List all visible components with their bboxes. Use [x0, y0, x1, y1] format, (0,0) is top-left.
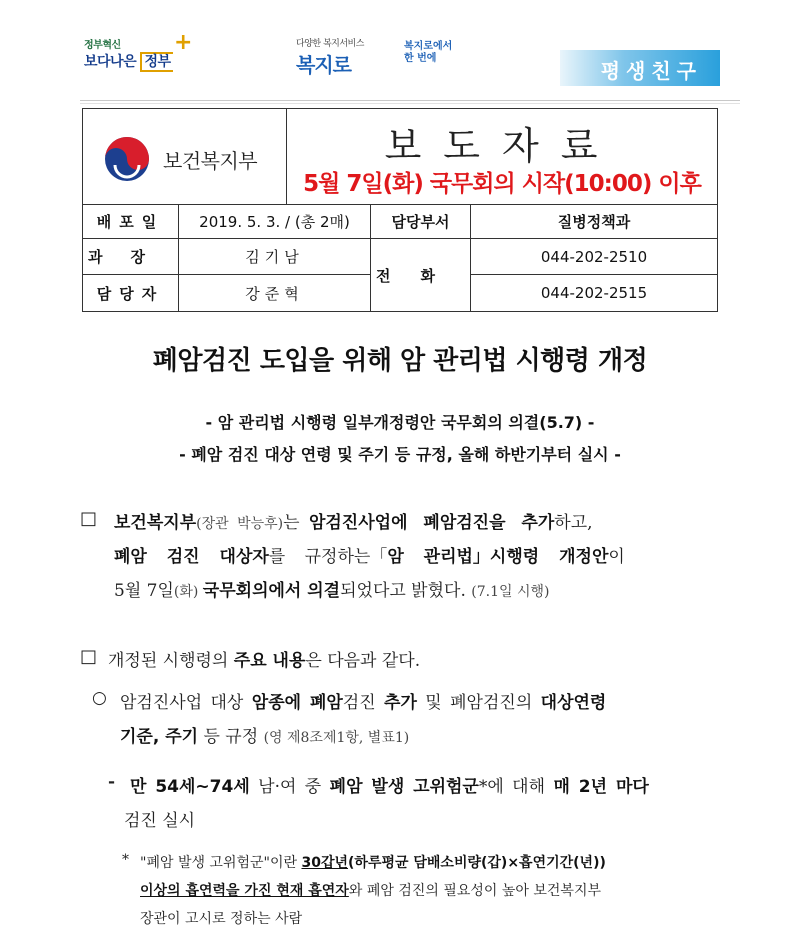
note-line1: "폐암 발생 고위험군"이란 30갑년(하루평균 담배소비량(갑)×흡연기간(년)) — [140, 855, 606, 871]
press-title-cell — [287, 109, 717, 205]
item1-line1: 암검진사업 대상 암종에 폐암검진 추가 및 폐암검진의 대상연령 — [120, 693, 607, 713]
item1-bullet: ○ — [92, 688, 107, 708]
para1-bullet: □ — [80, 508, 98, 529]
bokjiro-side-text: 복지로에서 한 번에 — [404, 41, 453, 64]
bokjiro-tagline: 다양한 복지서비스 — [296, 39, 364, 49]
ministry-name: 보건복지부 — [163, 149, 258, 173]
header-divider-shadow — [80, 103, 740, 104]
note-line3: 장관이 고시로 정하는 사람 — [140, 911, 303, 927]
ministry-logo-cell — [83, 109, 287, 205]
item2-bullet: - — [108, 772, 116, 792]
embargo-notice: 5월 7일(화) 국무회의 시작(10:00) 이후 — [303, 171, 701, 197]
press-release-table — [82, 108, 718, 312]
staff-label: 담당자 — [83, 275, 179, 311]
para1-line3: 5월 7일(화) 국무회의에서 의결되었다고 밝혔다. (7.1일 시행) — [114, 581, 550, 601]
lifelong-friend-banner — [560, 50, 720, 86]
para2-text: 개정된 시행령의 주요 내용은 다음과 같다. — [108, 651, 421, 671]
note-bullet: * — [122, 852, 129, 868]
para1-line1: 보건복지부(장관 박능후)는 암검진사업에 폐암검진을 추가하고, — [114, 513, 593, 533]
manager-phone: 044-202-2510 — [471, 239, 717, 275]
date-label: 배포일 — [83, 205, 179, 239]
bokjiro-wordmark: 복지로 — [296, 53, 351, 77]
subheading-1: - 암 관리법 시행령 일부개정령안 국무회의 의결(5.7) - — [205, 413, 595, 432]
staff-phone: 044-202-2515 — [540, 284, 648, 302]
note-line2: 이상의 흡연력을 가진 현재 흡연자와 폐암 검진의 필요성이 높아 보건복지부 — [140, 883, 602, 899]
header-divider — [80, 100, 740, 101]
headline: 폐암검진 도입을 위해 암 관리법 시행령 개정 — [152, 346, 648, 376]
item2-line2: 검진 실시 — [124, 811, 196, 831]
phone-label: 전화 — [371, 239, 471, 311]
taegeuk-emblem-icon — [103, 135, 151, 183]
item1-line2: 기준, 주기 등 규정 (영 제8조제1항, 별표1) — [120, 727, 410, 747]
subheading-2: - 폐암 검진 대상 연령 및 주기 등 규정, 올해 하반기부터 실시 - — [179, 445, 621, 464]
bokjiro-logo — [296, 36, 466, 77]
para2-bullet: □ — [80, 646, 98, 667]
dept-value: 질병정책과 — [471, 205, 717, 239]
para1-line2: 폐암 검진 대상자를 규정하는「암 관리법」시행령 개정안이 — [114, 547, 625, 567]
manager-value: 김기남 — [179, 239, 371, 275]
gov-logo-text: 보다나은 정부 — [84, 54, 171, 70]
government-innovation-logo — [84, 30, 193, 76]
manager-label: 과장 — [83, 239, 179, 275]
dept-label: 담당부서 — [371, 205, 471, 239]
date-value: 2019. 5. 3. / (총 2매) — [179, 205, 371, 239]
gov-plus-icon: + — [174, 30, 193, 55]
gov-logo-small-text: 정부혁신 — [84, 40, 121, 51]
banner-text: 평생친구 — [600, 59, 702, 83]
press-release-title: 보도자료 — [384, 124, 620, 168]
item2-line1: 만 54세~74세 남·여 중 폐암 발생 고위험군*에 대해 매 2년 마다 — [130, 777, 649, 797]
staff-value: 강준혁 — [179, 275, 371, 311]
